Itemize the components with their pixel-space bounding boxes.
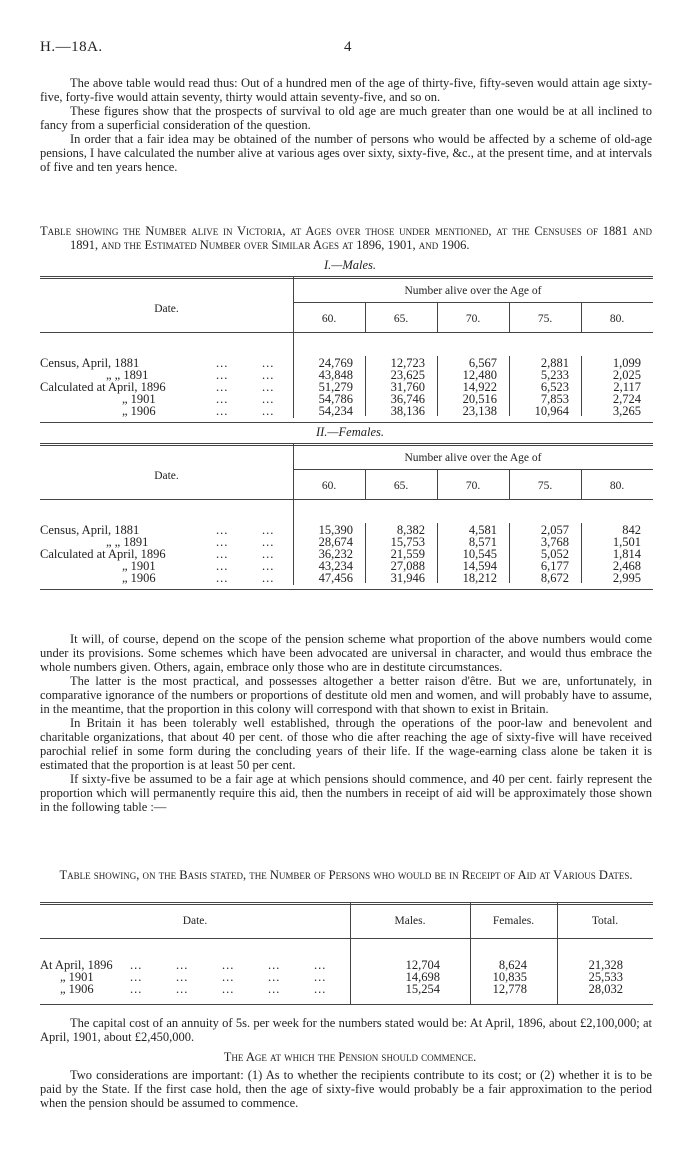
rule-top-double [40,445,653,446]
table-cell: 14,594 [462,559,497,573]
col-divider [365,469,366,499]
table-cell: 5,052 [540,547,569,561]
leader-dots: ... [262,356,275,370]
column-header: Females. [492,915,535,927]
rule-header-bottom [40,938,653,939]
table-cell: 2,468 [612,559,641,573]
row-label: Calculated at April, 1896 [40,380,166,394]
leader-dots: ... [216,380,229,394]
rule-top [40,902,653,903]
leader-dots: ... [216,547,229,561]
leader-dots: ... [268,970,281,984]
age-header: 80. [609,480,625,492]
table-cell: 54,786 [318,392,353,406]
table-cell: 6,523 [540,380,569,394]
table-cell: 12,778 [492,982,527,996]
row-label: „ „ 1891 [106,535,149,549]
table-cell: 38,136 [390,404,425,418]
leader-dots: ... [262,380,275,394]
page-number: 4 [344,39,352,55]
leader-dots: ... [216,356,229,370]
paragraph: The capital cost of an annuity of 5s. per week for the numbers stated would be: At April, 1896, about £2,100,000; at April, 1901, about £2,450,000. [40,1016,652,1044]
rule-bottom [40,1004,653,1005]
table-cell: 5,233 [540,368,569,382]
age-header: 60. [321,480,337,492]
table-cell: 51,279 [318,380,353,394]
table-cell: 8,571 [468,535,497,549]
table-cell: 2,995 [612,571,641,585]
row-label: „ 1906 [122,404,156,418]
leader-dots: ... [262,559,275,573]
table-cell: 21,328 [588,958,623,972]
age-header: 60. [321,313,337,325]
table-cell: 14,922 [462,380,497,394]
rule-group [293,302,653,303]
table-cell: 10,964 [534,404,569,418]
row-label: „ 1906 [60,982,94,996]
paragraph: It will, of course, depend on the scope of the pension scheme what proportion of the above numbers would come under its provisions. Some schemes which have been advocated are universal in character, and would thus embrace the whole numbers given. Others, again, embrace only those who are in destitute circumstances. [40,632,652,674]
leader-dots: ... [262,523,275,537]
table-cell: 28,032 [588,982,623,996]
leader-dots: ... [268,958,281,972]
table-cell: 12,723 [390,356,425,370]
table-cell: 18,212 [462,571,497,585]
middle-text [40,632,652,814]
rule-top-double [40,904,653,905]
paragraph: If sixty-five be assumed to be a fair age at which pensions should commence, and 40 per cent. fairly represent the proportion which will permanently require this aid, then the numbers in receipt of aid will be approximately those shown in the following table :— [40,772,652,814]
row-label: „ „ 1891 [106,368,149,382]
paragraph: In order that a fair idea may be obtained of the number of persons who would be affected by a scheme of old-age pensions, I have calculated the number alive at various ages over sixty, sixty-five, &c., at the present time, and at intervals of five and ten years hence. [40,132,652,174]
row-label: „ 1901 [122,559,156,573]
table-cell: 24,769 [318,356,353,370]
table-cell: 1,814 [612,547,641,561]
table-cell: 23,625 [390,368,425,382]
leader-dots: ... [216,392,229,406]
table-cell: 6,177 [540,559,569,573]
leader-dots: ... [176,958,189,972]
row-label: „ 1901 [122,392,156,406]
leader-dots: ... [216,368,229,382]
table-cell: 14,698 [405,970,440,984]
age-header: 75. [537,313,553,325]
rule-top [40,443,653,444]
age-header: 65. [393,313,409,325]
table-cell: 54,234 [318,404,353,418]
table1-title [40,224,652,252]
leader-dots: ... [216,523,229,537]
table-cell: 7,853 [540,392,569,406]
leader-dots: ... [216,559,229,573]
row-label: „ 1901 [60,970,94,984]
table-cell: 15,753 [390,535,425,549]
col-divider [581,302,582,332]
closing-text [40,1016,652,1044]
leader-dots: ... [222,982,235,996]
rule-header-bottom [40,499,653,500]
column-header: Date. [182,915,208,927]
age-header: 65. [393,480,409,492]
table-cell: 25,533 [588,970,623,984]
table-cell: 31,946 [390,571,425,585]
leader-dots: ... [314,958,327,972]
leader-dots: ... [262,547,275,561]
table2-title: Table showing, on the Basis stated, the Number of Persons who would be in Receipt of Aid at Various Dates. [59,868,633,882]
group-header: Number alive over the Age of [404,285,542,297]
leader-dots: ... [176,982,189,996]
rule-top [40,276,653,277]
date-header: Date. [154,303,179,315]
table-cell: 23,138 [462,404,497,418]
row-label: Census, April, 1881 [40,356,140,370]
leader-dots: ... [176,970,189,984]
rule-header-bottom [40,332,653,333]
col-divider [437,469,438,499]
table-cell: 47,456 [318,571,353,585]
leader-dots: ... [130,982,143,996]
table-cell: 3,265 [612,404,641,418]
row-label: Calculated at April, 1896 [40,547,166,561]
leader-dots: ... [262,404,275,418]
section-caption: II.—Females. [315,425,385,439]
leader-dots: ... [314,970,327,984]
col-divider [365,302,366,332]
intro-text [40,76,652,174]
row-label: At April, 1896 [40,958,113,972]
document-reference: H.—18A. [40,39,103,55]
rule-bottom [40,422,653,423]
col-divider [437,302,438,332]
table-cell: 2,117 [613,380,641,394]
table-cell: 43,848 [318,368,353,382]
table-cell: 10,835 [492,970,527,984]
age-header: 80. [609,313,625,325]
leader-dots: ... [222,970,235,984]
col-divider [509,302,510,332]
table-cell: 27,088 [390,559,425,573]
table-cell: 2,724 [612,392,641,406]
row-label: Census, April, 1881 [40,523,140,537]
table-cell: 20,516 [462,392,497,406]
table-cell: 31,760 [390,380,425,394]
table-cell: 12,480 [462,368,497,382]
table-cell: 36,746 [390,392,425,406]
table-cell: 4,581 [468,523,497,537]
table-title: Table showing the Number alive in Victoria, at Ages over those under mentioned, at the Censuses of 1881 and 1891, and the Estimated Number over Similar Ages at 1896, 1901, and 1906. [40,224,652,252]
table-cell: 36,232 [318,547,353,561]
table-cell: 43,234 [318,559,353,573]
column-header: Males. [394,915,426,927]
leader-dots: ... [130,970,143,984]
paragraph: These figures show that the prospects of survival to old age are much greater than one would be at all inclined to fancy from a superficial consideration of the question. [40,104,652,132]
rule-top-double [40,278,653,279]
rule-bottom [40,589,653,590]
table-cell: 3,768 [540,535,569,549]
leader-dots: ... [262,571,275,585]
col-divider [509,469,510,499]
rule-group [293,469,653,470]
group-header: Number alive over the Age of [404,452,542,464]
table-cell: 10,545 [462,547,497,561]
leader-dots: ... [216,535,229,549]
table-cell: 8,624 [498,958,527,972]
table-cell: 15,254 [405,982,440,996]
leader-dots: ... [262,368,275,382]
leader-dots: ... [262,535,275,549]
leader-dots: ... [262,392,275,406]
table-cell: 8,672 [540,571,569,585]
paragraph: The above table would read thus: Out of a hundred men of the age of thirty-five, fifty-seven would attain age sixty-five, forty-five would attain seventy, thirty would attain seventy-five, and so on. [40,76,652,104]
table-cell: 2,057 [540,523,569,537]
age-header: 75. [537,480,553,492]
leader-dots: ... [268,982,281,996]
column-header: Total. [591,915,619,927]
table-cell: 2,025 [612,368,641,382]
row-label: „ 1906 [122,571,156,585]
paragraph: In Britain it has been tolerably well established, through the operations of the poor-law and benevolent and charitable organizations, that about 40 per cent. of those who die after reaching the age of sixty-five will have received parochial relief in some form during the concluding years of their life. If the wage-earning class alone be taken it is estimated that the proportion is at least 50 per cent. [40,716,652,772]
section-heading: The Age at which the Pension should commence. [223,1050,477,1064]
table-cell: 15,390 [318,523,353,537]
leader-dots: ... [216,404,229,418]
section-caption: I.—Males. [323,258,377,272]
paragraph: Two considerations are important: (1) As to whether the recipients contribute to its cost; or (2) whether it is to be paid by the State. If the first case hold, then the age of sixty-five would probably be a fair approximation to the period when the pension should be assumed to commence. [40,1068,652,1110]
table-cell: 8,382 [396,523,425,537]
leader-dots: ... [314,982,327,996]
table-cell: 21,559 [390,547,425,561]
table-cell: 842 [622,523,641,537]
col-divider [581,469,582,499]
date-header: Date. [154,470,179,482]
table-cell: 28,674 [318,535,353,549]
table-cell: 12,704 [405,958,440,972]
table-cell: 1,099 [612,356,641,370]
paragraph: The latter is the most practical, and possesses altogether a better raison d'être. But we are, unfortunately, in comparative ignorance of the numbers or proportions of destitute old men and women, and will probably have to assume, in the meantime, that the proportion in this colony will correspond with that shown to exist in Britain. [40,674,652,716]
leader-dots: ... [216,571,229,585]
closing-text-2 [40,1068,652,1110]
leader-dots: ... [130,958,143,972]
age-header: 70. [465,313,481,325]
table-cell: 6,567 [468,356,497,370]
table-cell: 1,501 [612,535,641,549]
table-cell: 2,881 [540,356,569,370]
age-header: 70. [465,480,481,492]
leader-dots: ... [222,958,235,972]
